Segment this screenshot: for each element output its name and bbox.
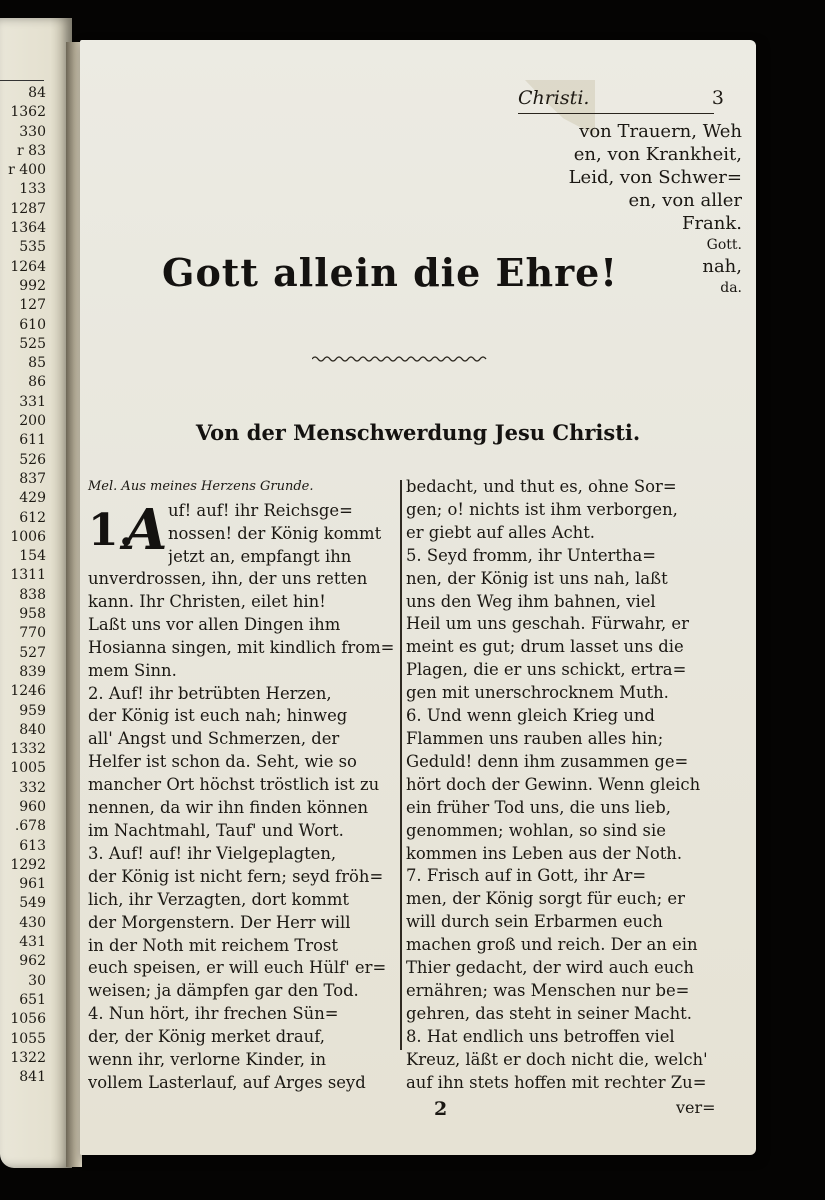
facing-page-header-rule [0, 80, 44, 81]
text-line: hört doch der Gewinn. Wenn gleich [406, 774, 701, 794]
text-line: Geduld! denn ihm zusammen ge= [406, 751, 689, 771]
facing-page-number: 1005 [10, 760, 46, 777]
text-line: genommen; wohlan, so sind sie [406, 820, 666, 840]
facing-page-number: 837 [19, 470, 46, 487]
facing-page-number: 992 [19, 277, 46, 294]
facing-page-number: 1332 [10, 741, 46, 758]
text-line: ernähren; was Menschen nur be= [406, 980, 690, 1000]
signature-number: 2 [434, 1098, 448, 1120]
text-line: Laßt uns vor allen Dingen ihm [88, 614, 341, 634]
main-title: Gott allein die Ehre! [162, 250, 618, 295]
page-number: 3 [711, 87, 724, 109]
facing-page-number: 330 [19, 123, 46, 140]
previous-hymn-line: Frank. [681, 213, 742, 234]
text-line: jetzt an, empfangt ihn [168, 546, 352, 566]
facing-page-number: 770 [19, 625, 46, 642]
facing-page-number: 86 [28, 374, 46, 391]
text-line: gehren, das steht in seiner Macht. [406, 1003, 692, 1023]
facing-page-number: 154 [19, 548, 46, 565]
facing-page-number: r 400 [8, 162, 46, 179]
catchword: ver= [676, 1098, 716, 1117]
facing-page-number: 1006 [10, 528, 46, 545]
wavy-ornament-rule [312, 354, 488, 364]
previous-hymn-line: Gott. [706, 237, 742, 253]
text-line: gen mit unerschrocknem Muth. [406, 683, 669, 703]
text-line: ein früher Tod uns, die uns lieb, [406, 797, 671, 817]
text-line: Flammen uns rauben alles hin; [406, 728, 664, 748]
text-line: gen; o! nichts ist ihm verborgen, [406, 499, 678, 519]
text-line: Hosianna singen, mit kindlich from= [88, 637, 395, 657]
facing-page-number: 1056 [10, 1011, 46, 1028]
text-line: uns den Weg ihm bahnen, viel [406, 591, 656, 611]
facing-page-number: 1362 [10, 104, 46, 121]
facing-page-number: 841 [19, 1069, 46, 1086]
text-line: 3. Auf! auf! ihr Vielgeplagten, [88, 843, 337, 863]
previous-hymn-line: da. [720, 280, 742, 296]
running-title: Christi. [518, 87, 590, 109]
facing-page-number: 525 [19, 335, 46, 352]
text-line: wenn ihr, verlorne Kinder, in [88, 1050, 326, 1070]
running-header [518, 87, 724, 114]
text-line: weisen; ja dämpfen gar den Tod. [88, 981, 359, 1001]
facing-page-edge [0, 18, 72, 1168]
facing-page-number: r 83 [17, 142, 46, 159]
facing-page-number: 613 [19, 837, 46, 854]
text-line: Thier gedacht, der wird auch euch [406, 958, 694, 978]
facing-page-number: 30 [28, 972, 46, 989]
text-line: Heil um uns geschah. Fürwahr, er [406, 614, 689, 634]
text-line: 8. Hat endlich uns betroffen viel [406, 1026, 675, 1046]
facing-page-number: 549 [19, 895, 46, 912]
text-line: uf! auf! ihr Reichsge= [168, 501, 353, 520]
text-line: vollem Lasterlauf, auf Arges seyd [88, 1072, 366, 1092]
text-line: unverdrossen, ihn, der uns retten [88, 569, 368, 588]
facing-page-number: 431 [19, 934, 46, 951]
text-line: der Morgenstern. Der Herr will [88, 912, 351, 932]
text-line: 6. Und wenn gleich Krieg und [406, 706, 655, 726]
text-line: lich, ihr Verzagten, dort kommt [88, 889, 349, 909]
text-line: nen, der König ist uns nah, laßt [406, 568, 668, 588]
facing-page-number: 840 [19, 721, 46, 738]
verse-1-number: 1. [88, 505, 134, 556]
text-line: der König ist nicht fern; seyd fröh= [88, 866, 384, 886]
facing-page-number: 332 [19, 779, 46, 796]
facing-page-number: 1055 [10, 1030, 46, 1047]
facing-page-number: 430 [19, 914, 46, 931]
facing-page-number: 958 [19, 606, 46, 623]
verse-1-opening [88, 497, 396, 568]
facing-page-number: 527 [19, 644, 46, 661]
column-divider [400, 480, 402, 1050]
facing-page-number-list [8, 84, 46, 1087]
previous-hymn-line: en, von Krankheit, [573, 144, 742, 165]
facing-page-number: 127 [19, 297, 46, 314]
melody-note: Mel. Aus meines Herzens Grunde. [88, 479, 314, 494]
text-line: der, der König merket drauf, [88, 1027, 325, 1047]
facing-page-number: .678 [14, 818, 46, 835]
text-line: machen groß und reich. Der an ein [406, 935, 698, 955]
text-line: nossen! der König kommt [168, 523, 382, 543]
text-line: er giebt auf alles Acht. [406, 522, 596, 542]
facing-page-number: 962 [19, 953, 46, 970]
facing-page-number: 1311 [10, 567, 46, 584]
facing-page-number: 960 [19, 798, 46, 815]
facing-page-number: 85 [28, 355, 46, 372]
text-line: 2. Auf! ihr betrübten Herzen, [88, 683, 332, 703]
facing-page-number: 1246 [10, 683, 46, 700]
text-line: kommen ins Leben aus der Noth. [406, 843, 683, 863]
text-line: Helfer ist schon da. Seht, wie so [88, 752, 357, 772]
text-line: Kreuz, läßt er doch nicht die, welch' [406, 1049, 708, 1069]
left-column-text [88, 568, 396, 1095]
previous-hymn-line: nah, [702, 256, 742, 277]
facing-page-number: 84 [28, 85, 46, 101]
text-line: in der Noth mit reichem Trost [88, 935, 338, 955]
text-line: 7. Frisch auf in Gott, ihr Ar= [406, 866, 647, 886]
previous-hymn-line: en, von aller [628, 190, 742, 211]
facing-page-number: 526 [19, 451, 46, 468]
facing-page-number: 839 [19, 663, 46, 680]
left-column [88, 476, 396, 1095]
text-line: im Nachtmahl, Tauf' und Wort. [88, 820, 344, 840]
facing-page-number: 959 [19, 702, 46, 719]
facing-page-number: 429 [19, 490, 46, 507]
facing-page-number: 1322 [10, 1049, 46, 1066]
previous-hymn-line: von Trauern, Weh [579, 121, 742, 142]
facing-page-number: 133 [19, 181, 46, 198]
text-line: mancher Ort höchst tröstlich ist zu [88, 775, 380, 795]
text-line: bedacht, und thut es, ohne Sor= [406, 477, 677, 496]
text-line: euch speisen, er will euch Hülf' er= [88, 958, 387, 978]
facing-page-number: 331 [19, 393, 46, 410]
text-line: 5. Seyd fromm, ihr Untertha= [406, 545, 656, 565]
facing-page-number: 838 [19, 586, 46, 603]
text-line: Plagen, die er uns schickt, ertra= [406, 660, 687, 680]
facing-page-number: 1264 [10, 258, 46, 275]
facing-page-number: 1364 [10, 220, 46, 237]
verse-1-first-lines [168, 500, 396, 569]
facing-page-number: 200 [19, 413, 46, 430]
text-line: mem Sinn. [88, 660, 177, 680]
text-line: men, der König sorgt für euch; er [406, 889, 685, 909]
text-line: der König ist euch nah; hinweg [88, 706, 348, 726]
text-line: auf ihn stets hoffen mit rechter Zu= [406, 1072, 707, 1092]
facing-page-number: 610 [19, 316, 46, 333]
facing-page-number: 651 [19, 991, 46, 1008]
previous-hymn-line: Leid, von Schwer= [568, 167, 742, 188]
right-column [406, 476, 712, 1094]
drop-cap-initial: A [124, 497, 168, 563]
text-line: kann. Ihr Christen, eilet hin! [88, 591, 326, 611]
text-line: will durch sein Erbarmen euch [406, 912, 663, 932]
right-column-text [406, 476, 712, 1094]
section-title: Von der Menschwerdung Jesu Christi. [195, 420, 641, 445]
facing-page-number: 611 [19, 432, 46, 449]
facing-page-number: 1292 [10, 856, 46, 873]
text-line: nennen, da wir ihn finden können [88, 798, 369, 818]
facing-page-number: 961 [19, 876, 46, 893]
facing-page-number: 612 [19, 509, 46, 526]
text-line: 4. Nun hört, ihr frechen Sün= [88, 1004, 339, 1024]
text-line: meint es gut; drum lasset uns die [406, 637, 684, 657]
book-page [80, 40, 756, 1155]
facing-page-number: 1287 [10, 200, 46, 217]
text-line: all' Angst und Schmerzen, der [88, 729, 340, 749]
facing-page-number: 535 [19, 239, 46, 256]
